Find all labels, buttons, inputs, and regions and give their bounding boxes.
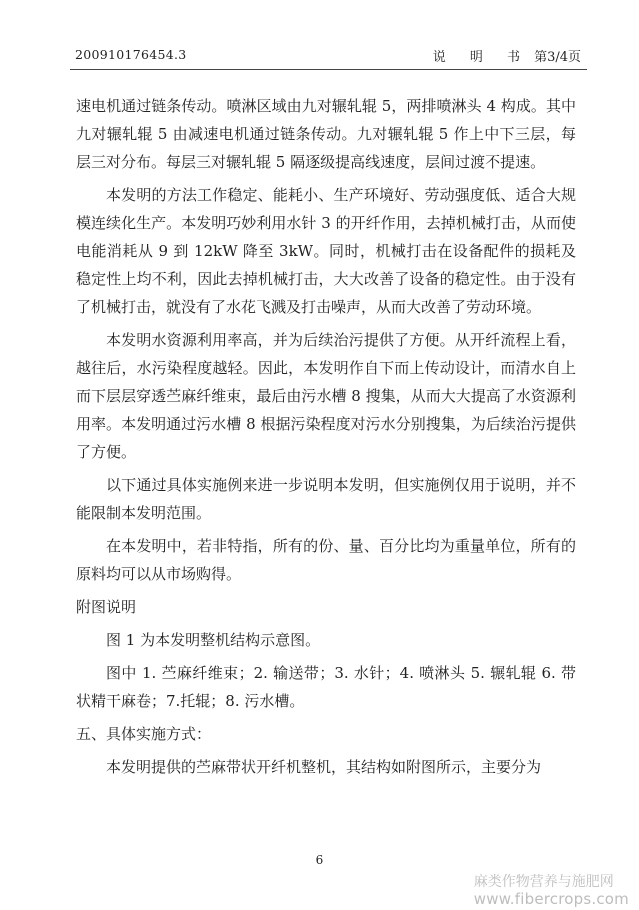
page-label: 第3/4页 (534, 50, 581, 65)
section-heading-embodiment: 五、具体实施方式： (76, 725, 212, 743)
site-watermark (474, 874, 629, 908)
document-title: 说 明 书 (432, 50, 531, 65)
paragraph-examples-intro: 以下通过具体实施例来进一步说明本发明，但实施例仅用于说明，并不能限制本发明范围。 (76, 476, 576, 522)
page-header-right (433, 46, 581, 65)
header-divider (70, 69, 587, 70)
paragraph-units-note: 在本发明中，若非特指，所有的份、量、百分比均为重量单位，所有的原料均可以从市场购得。 (76, 537, 576, 583)
watermark-url: www.fibercrops.com (473, 890, 629, 908)
document-body (76, 92, 576, 781)
figure-legend: 图中 1. 苎麻纤维束；2. 输送带；3. 水针；4. 喷淋头 5. 辗轧辊 6. 带状精干麻卷；7.托辊；8. 污水槽。 (76, 664, 576, 710)
watermark-site-name: 麻类作物营养与施肥网 (473, 874, 614, 890)
page-number: 6 (315, 853, 324, 867)
section-heading-figures: 附图说明 (76, 598, 137, 616)
paragraph-water-use: 本发明水资源利用率高，并为后续治污提供了方便。从开纤流程上看，越往后，水污染程度越轻。因此，本发明作自下而上传动设计，而清水自上而下层层穿透苎麻纤维束，最后由污水槽 8 搜集，从而大大提高了水资源利用率。本发明通过污水槽 8 根据污染程度对污水分别搜集，为后续治污提供了方便。 (76, 331, 576, 461)
paragraph-continued: 速电机通过链条传动。喷淋区域由九对辗轧辊 5，两排喷淋头 4 构成。其中九对辗轧辊 5 由减速电机通过链条传动。九对辗轧辊 5 作上中下三层，每层三对分布。每层三对辗轧辊 5 隔逐级提高线速度，层间过渡不提速。 (76, 97, 576, 171)
paragraph-embodiment: 本发明提供的苎麻带状开纤机整机，其结构如附图所示，主要分为 (106, 758, 542, 776)
figure-caption: 图 1 为本发明整机结构示意图。 (106, 631, 321, 649)
paragraph-advantages: 本发明的方法工作稳定、能耗小、生产环境好、劳动强度低、适合大规模连续化生产。本发明巧妙利用水针 3 的开纤作用，去掉机械打击，从而使电能消耗从 9 到 12kW 降至 3kW。同时，机械打击在设备配件的损耗及稳定性上均不利，因此去掉机械打击，大大改善了设备的稳定性。由于没有了机械打击，就没有了水花飞溅及打击噪声，从而大改善了劳动环境。 (76, 186, 576, 316)
patent-application-number: 200910176454.3 (75, 47, 187, 62)
